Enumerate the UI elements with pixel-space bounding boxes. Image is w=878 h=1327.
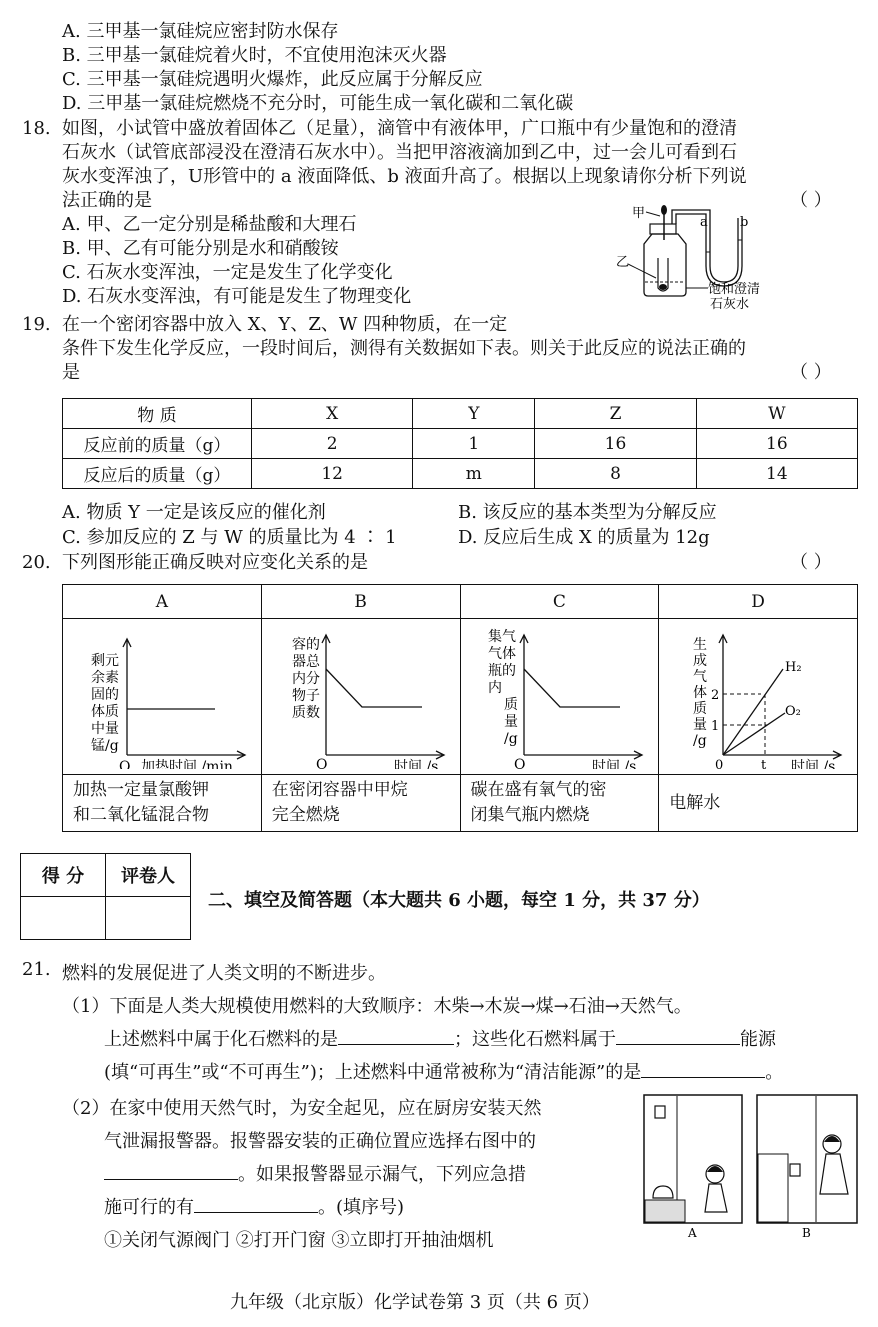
svg-text:/g: /g	[693, 733, 707, 749]
section-title: 二、填空及简答题（本大题共 6 小题，每空 1 分，共 37 分）	[208, 890, 710, 911]
caption-line: 电解水	[669, 792, 721, 813]
q20-number: 20.	[22, 552, 51, 573]
graph-b-origin: O	[315, 757, 328, 769]
table-cell: X	[252, 399, 413, 429]
q18-number: 18.	[22, 118, 51, 139]
q21-number: 21.	[22, 959, 51, 980]
svg-text:内: 内	[488, 680, 503, 696]
q18-option-c: C. 石灰水变浑浊，一定是发生了化学变化	[62, 262, 393, 283]
q21-part1-line2: 上述燃料中属于化石燃料的是 ；这些化石燃料属于 能源	[104, 1025, 776, 1051]
table-cell: 16	[696, 429, 857, 459]
table-row	[63, 429, 858, 459]
table-header-row	[63, 585, 858, 619]
table-row	[63, 775, 858, 832]
table-cell: B	[261, 585, 460, 619]
graph-d-tick-2: 2	[711, 688, 720, 703]
table-cell: 物 质	[63, 399, 252, 429]
graph-a	[67, 619, 257, 769]
q19-option-a: A. 物质 Y 一定是该反应的催化剂	[62, 502, 326, 523]
table-cell	[63, 775, 262, 832]
kitchen-picture-a	[643, 1094, 743, 1240]
caption-line: 完全燃烧	[271, 805, 340, 825]
svg-text:质: 质	[504, 697, 519, 713]
caption-line: 加热一定量氯酸钾	[73, 780, 209, 800]
caption-line: 在密闭容器中甲烷	[271, 780, 408, 800]
q21-part2-options: ①关闭气源阀门 ②打开门窗 ③立即打开抽油烟机	[104, 1230, 494, 1251]
caption-line: 碳在盛有氧气的密	[470, 780, 607, 800]
graph-c-origin: O	[514, 757, 526, 769]
q19-option-d: D. 反应后生成 X 的质量为 12g	[458, 527, 710, 548]
svg-text:气: 气	[693, 669, 708, 685]
table-cell: 反应前的质量（g）	[63, 429, 252, 459]
svg-text:容的: 容的	[291, 637, 320, 653]
label-a: a	[700, 215, 708, 230]
q19-option-b: B. 该反应的基本类型为分解反应	[458, 502, 717, 523]
graph-b-xlabel: 时间 /s	[393, 759, 438, 769]
answer-blank[interactable]	[194, 1194, 318, 1213]
q20-stem: 下列图形能正确反映对应变化关系的是	[62, 552, 368, 573]
picture-a-label: A	[688, 1226, 697, 1240]
graph-d-t-label: t	[761, 758, 767, 769]
graph-c-ylabel	[488, 628, 518, 747]
svg-text:气体: 气体	[488, 646, 517, 662]
q18-option-a: A. 甲、乙一定分别是稀盐酸和大理石	[62, 214, 357, 235]
table-cell: A	[63, 585, 262, 619]
svg-text:成: 成	[693, 653, 708, 669]
graph-c-xlabel: 时间 /s	[592, 759, 637, 769]
svg-text:质数: 质数	[291, 705, 320, 721]
svg-text:体: 体	[693, 685, 708, 701]
table-cell: 12	[252, 459, 413, 489]
q21-part2-line3: 。如果报警器显示漏气，下列应急措	[104, 1160, 526, 1186]
q18-option-d: D. 石灰水变浑浊，有可能是发生了物理变化	[62, 286, 412, 307]
score-label: 得 分	[21, 854, 106, 897]
kitchen-picture-b	[756, 1094, 858, 1240]
table-cell: 14	[696, 459, 857, 489]
q18-stem-line: 如图，小试管中盛放着固体乙（足量），滴管中有液体甲，广口瓶中有少量饱和的澄清	[62, 118, 737, 139]
table-row	[63, 619, 858, 775]
graph-d-tick-1: 1	[711, 719, 720, 734]
q19-option-c: C. 参加反应的 Z 与 W 的质量比为 4 ∶ 1	[62, 527, 397, 548]
table-cell	[659, 619, 858, 775]
table-cell: 2	[252, 429, 413, 459]
table-cell: C	[460, 585, 659, 619]
picture-b-label: B	[802, 1226, 811, 1240]
table-cell	[659, 775, 858, 832]
q17-option-a: A. 三甲基一氯硅烷应密封防水保存	[62, 21, 339, 42]
svg-text:物子: 物子	[291, 688, 320, 704]
table-cell	[261, 775, 460, 832]
table-row	[63, 459, 858, 489]
graph-a-ylabel	[91, 653, 119, 754]
q19-answer-paren: （ ）	[790, 362, 832, 383]
q18-apparatus-figure	[612, 200, 792, 312]
q21-part2-line: 气泄漏报警器。报警器安装的正确位置应选择右图中的	[104, 1131, 536, 1152]
grader-label: 评卷人	[106, 854, 191, 897]
graph-a-origin: O	[118, 759, 131, 769]
table-cell: D	[659, 585, 858, 619]
graph-d-origin: 0	[715, 758, 724, 769]
table-cell: 1	[413, 429, 535, 459]
table-cell: 8	[535, 459, 696, 489]
label-yi: 乙	[616, 255, 630, 270]
svg-text:余素: 余素	[90, 670, 119, 686]
svg-text:/g: /g	[504, 731, 519, 747]
svg-text:固的: 固的	[90, 687, 119, 703]
q21-part1-line3: (填“可再生”或“不可再生”)；上述燃料中通常被称为“清洁能源”的是 。	[104, 1058, 783, 1084]
answer-blank[interactable]	[641, 1059, 765, 1078]
o2-line	[723, 713, 785, 755]
q21-part1-line: （1）下面是人类大规模使用燃料的大致顺序：木柴→木炭→煤→石油→天然气。	[62, 996, 692, 1017]
score-field[interactable]	[21, 897, 106, 940]
svg-text:生: 生	[693, 637, 708, 653]
q17-option-b: B. 三甲基一氯硅烷着火时，不宜使用泡沫灭火器	[62, 45, 447, 66]
graph-b	[266, 619, 456, 769]
table-cell: 反应后的质量（g）	[63, 459, 252, 489]
q17-option-c: C. 三甲基一氯硅烷遇明火爆炸，此反应属于分解反应	[62, 69, 483, 90]
q19-data-table	[62, 398, 858, 489]
q21-part2-line: （2）在家中使用天然气时，为安全起见，应在厨房安装天然	[62, 1098, 542, 1119]
svg-text:质: 质	[693, 701, 708, 717]
q18-option-b: B. 甲、乙有可能分别是水和硝酸铵	[62, 238, 339, 259]
label-limewater: 石灰水	[710, 297, 750, 312]
table-cell: 16	[535, 429, 696, 459]
svg-text:体质: 体质	[90, 704, 119, 720]
graph-c	[464, 619, 654, 769]
table-cell	[261, 619, 460, 775]
answer-blank[interactable]	[338, 1026, 454, 1045]
q21-stem: 燃料的发展促进了人类文明的不断进步。	[62, 963, 386, 984]
table-cell	[63, 619, 262, 775]
table-cell: m	[413, 459, 535, 489]
label-b: b	[740, 215, 749, 230]
graph-a-xlabel: 加热时间 /min	[140, 759, 233, 769]
graph-d-xlabel: 时间 /s	[791, 759, 836, 769]
graph-d	[663, 619, 853, 769]
q19-stem-line: 在一个密闭容器中放入 X、Y、Z、W 四种物质，在一定	[62, 314, 508, 335]
q19-stem-line: 是	[62, 362, 80, 383]
caption-line: 和二氧化锰混合物	[73, 805, 209, 825]
q18-stem-line: 灰水变浑浊了，U形管中的 a 液面降低、b 液面升高了。根据以上现象请你分析下列说	[62, 166, 747, 187]
q18-answer-paren: （ ）	[790, 190, 832, 211]
q19-number: 19.	[22, 314, 51, 335]
svg-text:锰/g: 锰/g	[90, 738, 119, 754]
label-saturated-limewater: 饱和澄清	[708, 282, 761, 297]
answer-blank[interactable]	[104, 1161, 238, 1180]
svg-text:瓶的: 瓶的	[488, 663, 517, 679]
graph-d-h2-label: H₂	[785, 660, 802, 675]
page-footer: 九年级（北京版）化学试卷第 3 页（共 6 页）	[230, 1292, 600, 1313]
q17-option-d: D. 三甲基一氯硅烷燃烧不充分时，可能生成一氧化碳和二氧化碳	[62, 93, 574, 114]
svg-text:剩元: 剩元	[90, 653, 119, 669]
score-box	[20, 853, 191, 940]
q20-graph-table	[62, 584, 858, 832]
svg-text:器总: 器总	[291, 654, 320, 670]
table-header-row	[63, 399, 858, 429]
grader-field[interactable]	[106, 897, 191, 940]
caption-line: 闭集气瓶内燃烧	[470, 805, 590, 825]
table-cell: Z	[535, 399, 696, 429]
q20-answer-paren: （ ）	[790, 552, 832, 573]
label-jia: 甲	[632, 206, 646, 221]
graph-b-ylabel	[292, 637, 321, 721]
table-cell	[460, 619, 659, 775]
q18-stem-line: 法正确的是	[62, 190, 152, 211]
q21-part2-line4: 施可行的有 。(填序号)	[104, 1193, 404, 1219]
svg-text:量: 量	[504, 714, 519, 730]
graph-d-ylabel	[693, 636, 707, 749]
table-cell: W	[696, 399, 857, 429]
svg-text:量: 量	[693, 717, 708, 733]
svg-text:中量: 中量	[90, 721, 119, 737]
h2-line	[723, 669, 783, 755]
svg-text:集气: 集气	[488, 629, 517, 645]
graph-d-o2-label: O₂	[785, 704, 801, 719]
table-cell	[460, 775, 659, 832]
table-cell: Y	[413, 399, 535, 429]
q18-stem-line: 石灰水（试管底部浸没在澄清石灰水中）。当把甲溶液滴加到乙中，过一会儿可看到石	[62, 142, 737, 163]
q19-stem-line: 条件下发生化学反应，一段时间后，测得有关数据如下表。则关于此反应的说法正确的	[62, 338, 746, 359]
svg-text:内分: 内分	[291, 671, 320, 687]
kettle-icon	[653, 1186, 673, 1198]
answer-blank[interactable]	[616, 1026, 740, 1045]
